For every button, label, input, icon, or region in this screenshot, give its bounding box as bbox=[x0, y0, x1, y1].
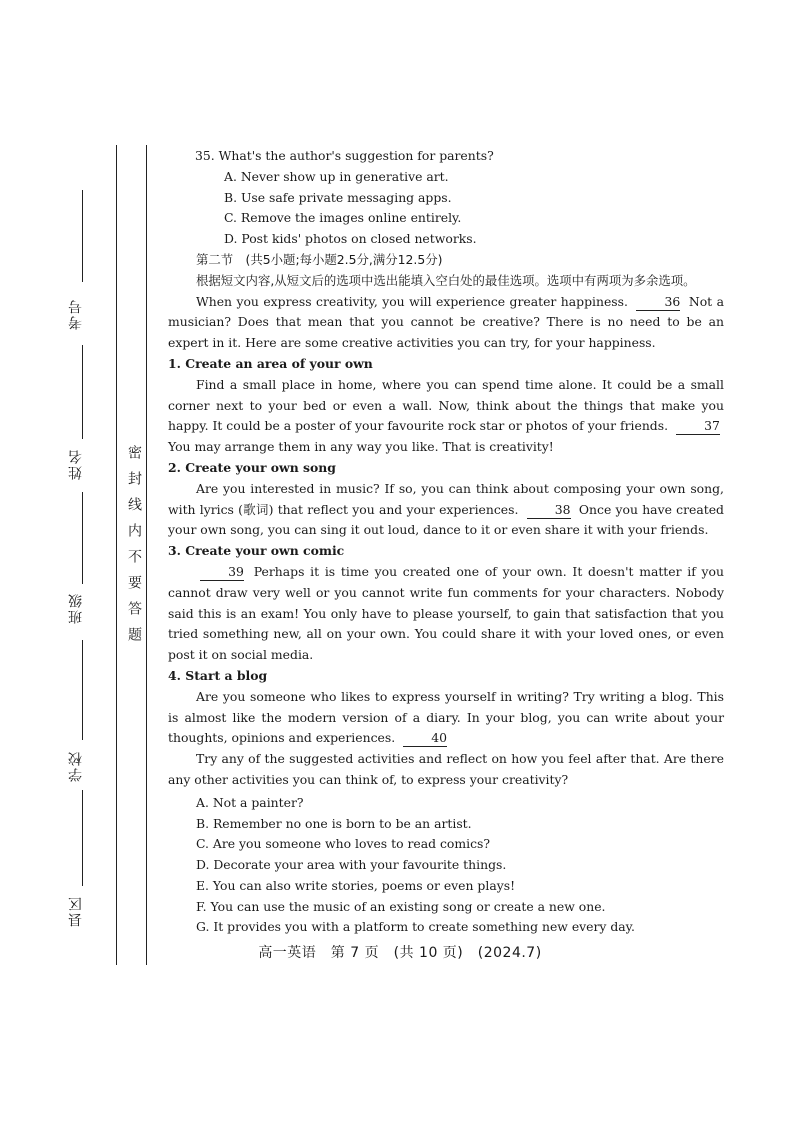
county-label: 县区 bbox=[68, 895, 84, 927]
option-d: D. Decorate your area with your favourite things. bbox=[196, 857, 507, 873]
intro-text-a: When you express creativity, you will experience greater happiness. bbox=[196, 293, 628, 309]
binding-rule-left bbox=[116, 145, 117, 965]
class-line bbox=[82, 492, 83, 584]
county-line bbox=[82, 790, 83, 886]
option-f: F. You can use the music of an existing song or create a new one. bbox=[196, 898, 606, 914]
question-35-option-b: B. Use safe private messaging apps. bbox=[224, 189, 452, 205]
answer-options bbox=[168, 793, 724, 939]
closing-paragraph: Try any of the suggested activities and reflect on how you feel after that. Are there any other activities you can think of, to express your creativity? bbox=[168, 751, 724, 787]
option-b: B. Remember no one is born to be an artist. bbox=[196, 815, 472, 831]
p1-text-b: You may arrange them in any way you like. That is creativity! bbox=[168, 439, 554, 455]
heading-4: 4. Start a blog bbox=[168, 667, 268, 683]
binding-rule-right bbox=[146, 145, 147, 965]
paragraph-1 bbox=[168, 375, 724, 458]
school-label: 学校 bbox=[68, 750, 84, 782]
section-header: 第二节 (共5小题;每小题2.5分,满分12.5分) bbox=[196, 251, 443, 267]
blank-37: 37 bbox=[676, 418, 720, 435]
passage-intro bbox=[168, 292, 724, 354]
p2-text-a: Are you interested in music? If so, you can think about composing your own song, with lyrics (歌词) that reflect you and your experiences. bbox=[168, 480, 724, 517]
exam-content bbox=[168, 146, 724, 938]
question-35-stem: 35. What's the author's suggestion for parents? bbox=[195, 148, 494, 163]
class-label: 班级 bbox=[68, 592, 84, 624]
question-35-option-d: D. Post kids' photos on closed networks. bbox=[224, 231, 477, 247]
question-35-option-a: A. Never show up in generative art. bbox=[224, 168, 449, 184]
blank-40: 40 bbox=[403, 730, 447, 747]
option-c: C. Are you someone who loves to read comics? bbox=[196, 836, 491, 852]
paragraph-3 bbox=[168, 562, 724, 666]
paragraph-4 bbox=[168, 687, 724, 749]
option-g: G. It provides you with a platform to create something new every day. bbox=[196, 919, 635, 935]
school-line bbox=[82, 640, 83, 740]
heading-2: 2. Create your own song bbox=[168, 459, 336, 475]
question-35-option-c: C. Remove the images online entirely. bbox=[224, 210, 462, 226]
page-footer: 高一英语 第 7 页 (共 10 页) (2024.7) bbox=[258, 945, 542, 961]
seal-line-notice: 密封线内不要答题 bbox=[126, 445, 142, 653]
heading-1: 1. Create an area of your own bbox=[168, 355, 373, 371]
intro-text-b: Not a musician? Does that mean that you cannot be creative? There is no need to be an expert in it. Here are some creative activities you can try, for your happiness. bbox=[168, 293, 724, 351]
name-line bbox=[82, 345, 83, 439]
p1-text-a: Find a small place in home, where you can spend time alone. It could be a small corner next to your bed or even a wall. Now, think about the things that make you happy. It could be a poster of your favourite rock star or photos of your friends. bbox=[168, 376, 724, 434]
exam-number-line bbox=[82, 190, 83, 282]
p3-text: Perhaps it is time you created one of your own. It doesn't matter if you cannot draw very well or you cannot write fun comments for your characters. Nobody said this is an exam! You only have to please yourself, to gain that satisfaction that you tried something new, all on your own. You could share it with your loved ones, or even post it on social media. bbox=[168, 563, 724, 663]
paragraph-2 bbox=[168, 479, 724, 541]
blank-38: 38 bbox=[527, 502, 571, 519]
option-a: A. Not a painter? bbox=[196, 794, 304, 810]
heading-3: 3. Create your own comic bbox=[168, 543, 345, 559]
p4-text-a: Are you someone who likes to express yourself in writing? Try writing a blog. This is almost like the modern version of a diary. In your blog, you can write about your thoughts, opinions and experiences. bbox=[168, 688, 724, 746]
name-label: 姓名 bbox=[68, 448, 84, 480]
option-e: E. You can also write stories, poems or even plays! bbox=[196, 877, 516, 893]
blank-39: 39 bbox=[200, 564, 244, 581]
p2-text-b: Once you have created your own song, you can sing it out loud, dance to it or even share it with your friends. bbox=[168, 501, 724, 538]
exam-number-label: 考号 bbox=[68, 298, 84, 330]
blank-36: 36 bbox=[636, 294, 680, 311]
section-instruction: 根据短文内容,从短文后的选项中选出能填入空白处的最佳选项。选项中有两项为多余选项。 bbox=[196, 272, 696, 288]
